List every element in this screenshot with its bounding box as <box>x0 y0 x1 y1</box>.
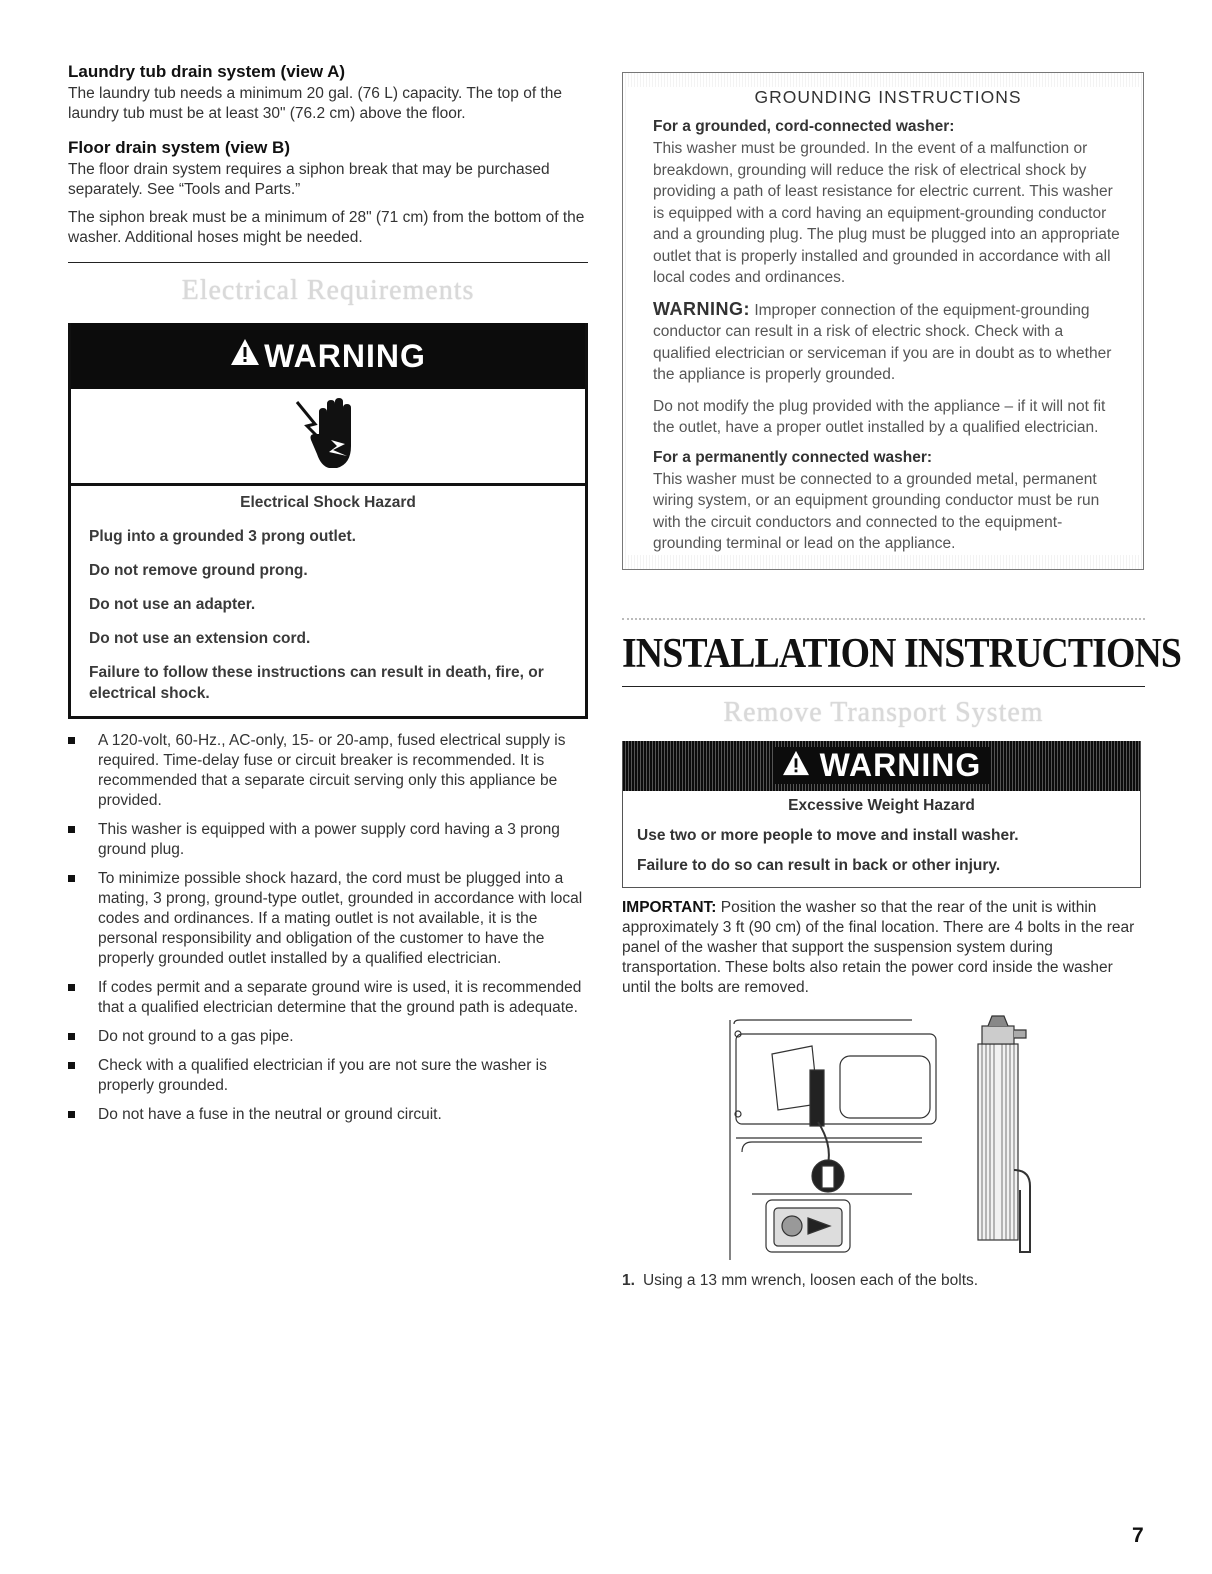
warning-triangle-icon <box>782 747 810 783</box>
electrical-requirements-title: Electrical Requirements <box>181 275 475 306</box>
warning-banner <box>71 323 585 389</box>
permanent-heading: For a permanently connected washer: <box>653 448 933 466</box>
warning-body <box>71 486 585 716</box>
laundry-tub-text: The laundry tub needs a minimum 20 gal. (76 L) capacity. The top of the laundry tub must be at least 30" (76.2 cm) above the floor. <box>68 85 562 122</box>
warning-banner <box>623 741 1140 791</box>
grounding-warning-paragraph <box>653 299 1123 386</box>
dotted-divider <box>622 618 1145 620</box>
divider <box>622 686 1145 687</box>
bullet-icon <box>68 1111 75 1118</box>
list-item: Do not have a fuse in the neutral or ground circuit. <box>68 1105 588 1125</box>
modify-plug-text: Do not modify the plug provided with the appliance – if it will not fit the outlet, have a proper outlet installed by a qualified electrician. <box>653 397 1106 436</box>
left-column <box>68 62 588 1134</box>
installation-instructions-title: INSTALLATION INSTRUCTIONS <box>622 630 1182 677</box>
warning-label: WARNING <box>264 337 426 374</box>
washer-rear-panel-illustration <box>622 1014 1145 1264</box>
cord-connected-text: This washer must be grounded. In the event of a malfunction or breakdown, grounding will reduce the risk of electrical shock by providing a path of least resistance for electric current. This washer is equipped with a cord having an equipment-grounding conductor and a grounding plug. The plug must be plugged into an appropriate outlet that is properly installed and grounded in accordance with all local codes and ordinances. <box>653 140 1120 286</box>
grounding-inner <box>627 87 1139 555</box>
step-text: Using a 13 mm wrench, loosen each of the bolts. <box>642 1271 979 1289</box>
bullet-icon <box>68 826 75 833</box>
list-item: A 120-volt, 60-Hz., AC-only, 15- or 20-amp, fused electrical supply is required. Time-delay fuse or circuit breaker is recommended. It is recommended that a separate circuit serving only this appliance be provided. <box>68 731 588 811</box>
electric-shock-hand-icon <box>293 394 363 479</box>
important-paragraph <box>622 898 1145 998</box>
warning-line: Do not use an extension cord. <box>89 630 311 647</box>
grounding-warning-text: Improper connection of the equipment-grounding conductor can result in a risk of electric shock. Check with a qualified electrician or serviceman if you are in doubt as to whether the appliance is properly grounded. <box>653 301 1112 383</box>
hazard-title: Electrical Shock Hazard <box>240 494 416 511</box>
step-1 <box>622 1272 1145 1290</box>
cord-connected-heading: For a grounded, cord-connected washer: <box>653 118 955 135</box>
list-item: If codes permit and a separate ground wire is used, it is recommended that a qualified electrician determine that the ground path is adequate. <box>68 978 588 1018</box>
bullet-icon <box>68 737 75 744</box>
right-column <box>622 72 1182 1290</box>
electrical-warning-box <box>68 323 588 719</box>
bullet-icon <box>68 875 75 882</box>
warning-line: Plug into a grounded 3 prong outlet. <box>89 528 356 545</box>
important-label: IMPORTANT: <box>622 898 717 916</box>
grounding-title: GROUNDING INSTRUCTIONS <box>754 87 1022 107</box>
warning-line: Do not use an adapter. <box>89 596 256 613</box>
floor-drain-text-1: The floor drain system requires a siphon break that may be purchased separately. See “Tools and Parts.” <box>68 161 550 198</box>
floor-drain-text-2: The siphon break must be a minimum of 28" (71 cm) from the bottom of the washer. Additional hoses might be needed. <box>68 209 585 246</box>
grounding-warning-label: WARNING: <box>653 298 750 319</box>
floor-drain-heading: Floor drain system (view B) <box>68 138 290 157</box>
list-item: Check with a qualified electrician if you are not sure the washer is properly grounded. <box>68 1056 588 1096</box>
warning-label: WARNING <box>819 747 982 783</box>
warning-triangle-icon <box>230 338 260 374</box>
remove-transport-system-title: Remove Transport System <box>723 696 1044 728</box>
list-item: Do not ground to a gas pipe. <box>68 1027 588 1047</box>
page-number: 7 <box>1132 1524 1144 1547</box>
step-number: 1. <box>622 1271 635 1289</box>
hazard-title: Excessive Weight Hazard <box>788 796 975 814</box>
list-item: This washer is equipped with a power supply cord having a 3 prong ground plug. <box>68 820 588 860</box>
warning-body <box>623 791 1140 887</box>
warning-line: Failure to do so can result in back or other injury. <box>637 856 1001 874</box>
list-item: To minimize possible shock hazard, the cord must be plugged into a mating, 3 prong, ground-type outlet, grounded in accordance with local codes and ordinances. If a mating outlet is not available, it is the personal responsibility and obligation of the customer to have the properly grounded outlet installed by a qualified electrician. <box>68 869 588 969</box>
warning-line: Use two or more people to move and install washer. <box>637 826 1019 844</box>
grounding-instructions-box <box>622 72 1144 570</box>
bullet-icon <box>68 1062 75 1069</box>
important-text: Position the washer so that the rear of the unit is within approximately 3 ft (90 cm) of the final location. There are 4 bolts in the rear panel of the washer that support the suspension system during transportation. These bolts also retain the power cord inside the washer until the bolts are removed. <box>622 898 1135 996</box>
electrical-bullet-list <box>68 731 588 1125</box>
bullet-icon <box>68 1033 75 1040</box>
weight-warning-box <box>622 741 1141 888</box>
shock-hazard-area <box>71 389 585 486</box>
warning-label-box <box>774 747 990 784</box>
divider <box>68 262 588 263</box>
permanent-text: This washer must be connected to a grounded metal, permanent wiring system, or an equipment grounding conductor must be run with the circuit conductors and connected to the equipment-grounding terminal or lead on the appliance. <box>653 470 1100 552</box>
laundry-tub-heading: Laundry tub drain system (view A) <box>68 62 346 81</box>
bullet-icon <box>68 984 75 991</box>
warning-line: Failure to follow these instructions can result in death, fire, or electrical shock. <box>89 664 544 702</box>
warning-line: Do not remove ground prong. <box>89 562 308 579</box>
transport-bolt-illustration <box>622 1014 1145 1264</box>
